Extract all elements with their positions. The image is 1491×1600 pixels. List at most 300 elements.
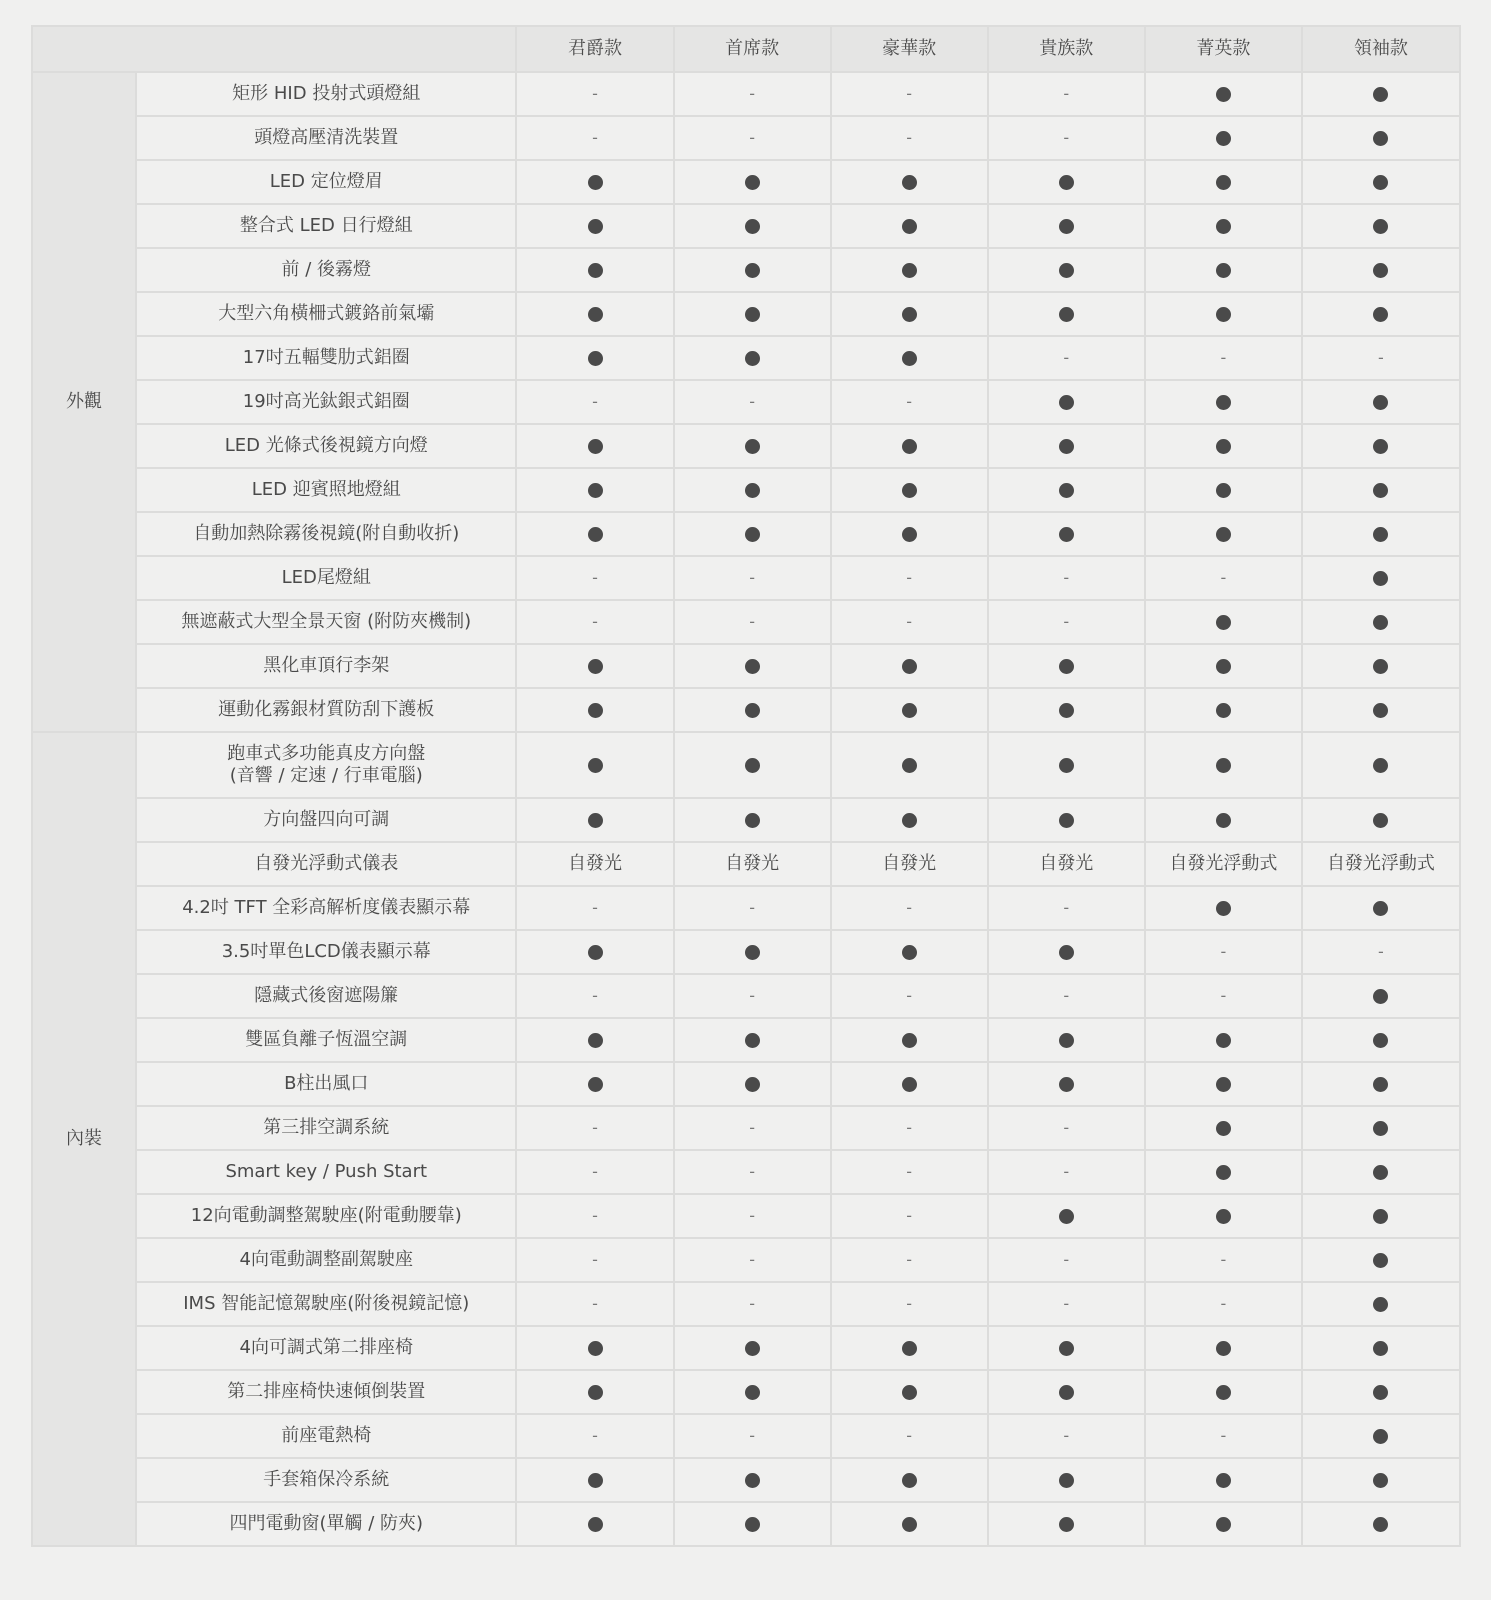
feature-cell [136,1106,516,1150]
value-cell [831,1370,988,1414]
included-dot-icon [1373,1297,1388,1312]
feature-label: LED 定位燈眉 [269,171,383,192]
value-cell [831,204,988,248]
included-dot-icon [902,439,917,454]
feature-label: IMS 智能記憶駕駛座(附後視鏡記憶) [183,1293,470,1314]
not-available-dash: - [1063,1118,1070,1137]
feature-cell [136,1326,516,1370]
not-available-dash: - [749,568,755,587]
included-dot-icon [902,527,917,542]
included-dot-icon [745,1033,760,1048]
feature-cell [136,512,516,556]
feature-label: 第三排空調系統 [263,1117,390,1138]
feature-label: Smart key / Push Start [225,1161,428,1182]
table-row [32,842,1460,886]
value-cell [516,1106,673,1150]
included-dot-icon [1373,1121,1388,1136]
value-cell [674,1458,831,1502]
included-dot-icon [588,263,603,278]
value-cell [674,292,831,336]
feature-cell [136,1018,516,1062]
value-cell [1302,116,1460,160]
not-available-dash: - [1063,1294,1070,1313]
not-available-dash: - [1063,568,1070,587]
feature-label: 無遮蔽式大型全景天窗 (附防夾機制) [181,611,472,632]
included-dot-icon [745,175,760,190]
included-dot-icon [745,659,760,674]
included-dot-icon [1373,901,1388,916]
included-dot-icon [1216,1341,1231,1356]
value-cell [1145,974,1302,1018]
included-dot-icon [1059,1473,1074,1488]
value-cell [988,600,1145,644]
not-available-dash: - [749,128,755,147]
value-cell [516,204,673,248]
value-cell [516,424,673,468]
included-dot-icon [1216,1473,1231,1488]
included-dot-icon [745,439,760,454]
value-cell [1145,380,1302,424]
included-dot-icon [1373,1165,1388,1180]
included-dot-icon [1216,1385,1231,1400]
included-dot-icon [1216,758,1231,773]
included-dot-icon [902,1033,917,1048]
value-cell [1145,116,1302,160]
not-available-dash: - [1063,1250,1070,1269]
value-cell [831,1238,988,1282]
included-dot-icon [1216,263,1231,278]
included-dot-icon [588,703,603,718]
value-cell [1145,1370,1302,1414]
value-cell [831,292,988,336]
value-cell [674,930,831,974]
value-cell [1302,380,1460,424]
included-dot-icon [1373,813,1388,828]
feature-label: 大型六角橫柵式鍍鉻前氣壩 [218,303,435,324]
value-cell [988,1062,1145,1106]
value-cell [988,292,1145,336]
table-row [32,1502,1460,1546]
not-available-dash: - [906,568,913,587]
not-available-dash: - [1220,1250,1227,1269]
value-cell [988,380,1145,424]
value-cell [1145,600,1302,644]
included-dot-icon [1373,1253,1388,1268]
feature-label: 黑化車頂行李架 [263,655,390,676]
table-row [32,160,1460,204]
included-dot-icon [1373,87,1388,102]
value-cell [831,72,988,116]
value-cell [516,1238,673,1282]
feature-label: 雙區負離子恆溫空調 [245,1029,408,1050]
value-cell [1302,688,1460,732]
table-row [32,1414,1460,1458]
feature-label: 隱藏式後窗遮陽簾 [254,985,399,1006]
table-row [32,292,1460,336]
feature-cell [136,1370,516,1414]
value-cell [674,380,831,424]
feature-label: 4向電動調整副駕駛座 [239,1249,413,1270]
value-cell [674,1370,831,1414]
feature-cell [136,1282,516,1326]
included-dot-icon [1059,659,1074,674]
feature-cell [136,732,516,798]
value-cell [1302,1062,1460,1106]
category-cell: 內裝 [32,732,136,1546]
included-dot-icon [588,483,603,498]
included-dot-icon [1216,1033,1231,1048]
included-dot-icon [1373,1033,1388,1048]
not-available-dash: - [749,1426,755,1445]
value-cell [674,886,831,930]
not-available-dash: - [1378,942,1384,961]
value-cell [1145,1458,1302,1502]
included-dot-icon [1373,131,1388,146]
included-dot-icon [588,439,603,454]
value-cell [516,1414,673,1458]
value-cell [988,1018,1145,1062]
value-cell [831,160,988,204]
column-header: 君爵款 [516,26,673,72]
value-cell [831,1414,988,1458]
not-available-dash: - [592,1250,598,1269]
value-cell [831,1458,988,1502]
included-dot-icon [1059,483,1074,498]
value-cell [516,732,673,798]
not-available-dash: - [1378,348,1384,367]
value-cell [831,798,988,842]
value-text: 自發光浮動式 [1326,853,1435,874]
value-cell [988,1502,1145,1546]
included-dot-icon [1373,1517,1388,1532]
value-cell [516,974,673,1018]
value-text: 自發光浮動式 [1169,853,1278,874]
column-header: 首席款 [674,26,831,72]
included-dot-icon [588,1473,603,1488]
included-dot-icon [902,1341,917,1356]
table-row [32,1238,1460,1282]
not-available-dash: - [749,1162,755,1181]
not-available-dash: - [749,1250,755,1269]
value-cell [988,336,1145,380]
feature-label: 19吋高光鈦銀式鋁圈 [242,391,410,412]
included-dot-icon [1216,1077,1231,1092]
feature-cell [136,1414,516,1458]
not-available-dash: - [1063,84,1070,103]
value-text: 自發光 [1039,853,1094,874]
value-cell [516,336,673,380]
included-dot-icon [1216,219,1231,234]
included-dot-icon [588,1517,603,1532]
value-cell [988,116,1145,160]
table-row [32,1150,1460,1194]
table-row [32,1326,1460,1370]
value-cell [516,798,673,842]
feature-cell [136,204,516,248]
not-available-dash: - [592,612,598,631]
value-cell [988,974,1145,1018]
not-available-dash: - [749,84,755,103]
included-dot-icon [1059,307,1074,322]
included-dot-icon [902,1517,917,1532]
included-dot-icon [1059,395,1074,410]
value-cell [1302,798,1460,842]
included-dot-icon [588,175,603,190]
value-cell [1302,732,1460,798]
value-cell [1302,1018,1460,1062]
table-row [32,512,1460,556]
not-available-dash: - [749,898,755,917]
feature-cell [136,336,516,380]
included-dot-icon [1373,1473,1388,1488]
value-cell [1145,160,1302,204]
value-cell [1145,688,1302,732]
feature-cell [136,468,516,512]
value-cell [1302,1326,1460,1370]
feature-cell [136,160,516,204]
value-cell [831,116,988,160]
feature-cell [136,842,516,886]
not-available-dash: - [749,392,755,411]
value-cell [1145,886,1302,930]
value-cell [988,424,1145,468]
not-available-dash: - [592,898,598,917]
value-cell [516,556,673,600]
table-row [32,688,1460,732]
feature-label: 運動化霧銀材質防刮下護板 [218,699,435,720]
value-text: 自發光 [882,853,937,874]
included-dot-icon [1373,263,1388,278]
feature-label: 12向電動調整駕駛座(附電動腰靠) [190,1205,462,1226]
value-cell [516,116,673,160]
value-cell [516,292,673,336]
feature-label: B柱出風口 [284,1073,369,1094]
included-dot-icon [1059,945,1074,960]
included-dot-icon [1373,615,1388,630]
included-dot-icon [1216,395,1231,410]
not-available-dash: - [592,84,598,103]
feature-label: 17吋五輻雙肋式鋁圈 [242,347,410,368]
not-available-dash: - [906,392,913,411]
included-dot-icon [588,1077,603,1092]
value-cell [988,644,1145,688]
value-cell [831,886,988,930]
not-available-dash: - [749,1294,755,1313]
feature-label: 第二排座椅快速傾倒裝置 [227,1381,426,1402]
feature-cell [136,72,516,116]
value-cell [674,468,831,512]
table-row [32,1194,1460,1238]
value-cell [516,1326,673,1370]
value-cell [831,974,988,1018]
value-cell [831,556,988,600]
value-cell [831,468,988,512]
included-dot-icon [745,1517,760,1532]
value-cell [1145,1018,1302,1062]
not-available-dash: - [906,1250,913,1269]
value-cell [516,1502,673,1546]
included-dot-icon [1373,395,1388,410]
included-dot-icon [1216,1165,1231,1180]
included-dot-icon [745,1077,760,1092]
value-cell [1145,1502,1302,1546]
value-cell [674,204,831,248]
included-dot-icon [588,659,603,674]
included-dot-icon [1216,131,1231,146]
included-dot-icon [1373,1429,1388,1444]
not-available-dash: - [906,986,913,1005]
value-cell [988,930,1145,974]
value-cell [1145,1414,1302,1458]
value-cell [1302,1238,1460,1282]
not-available-dash: - [592,986,598,1005]
feature-label: 頭燈高壓清洗裝置 [254,127,399,148]
value-cell [831,1062,988,1106]
value-cell [674,600,831,644]
not-available-dash: - [1220,348,1227,367]
value-cell [1302,72,1460,116]
feature-cell [136,974,516,1018]
value-cell [1145,556,1302,600]
included-dot-icon [588,758,603,773]
included-dot-icon [1216,901,1231,916]
feature-label: 跑車式多功能真皮方向盤 (音響 / 定速 / 行車電腦) [227,743,426,786]
value-cell [1302,468,1460,512]
included-dot-icon [1059,1341,1074,1356]
table-row [32,600,1460,644]
value-cell [831,248,988,292]
value-cell [831,1502,988,1546]
included-dot-icon [1373,175,1388,190]
value-cell [674,644,831,688]
value-cell [1145,204,1302,248]
table-row [32,1018,1460,1062]
value-cell [674,1018,831,1062]
included-dot-icon [1216,659,1231,674]
not-available-dash: - [906,1294,913,1313]
not-available-dash: - [1063,1426,1070,1445]
value-cell [516,160,673,204]
included-dot-icon [902,307,917,322]
table-body [32,72,1460,1546]
included-dot-icon [1059,219,1074,234]
not-available-dash: - [906,612,913,631]
included-dot-icon [1216,439,1231,454]
not-available-dash: - [749,1118,755,1137]
not-available-dash: - [1063,612,1070,631]
feature-cell [136,1458,516,1502]
value-cell [674,336,831,380]
value-cell [1302,1458,1460,1502]
included-dot-icon [745,1473,760,1488]
not-available-dash: - [592,1206,598,1225]
included-dot-icon [1373,307,1388,322]
included-dot-icon [1373,703,1388,718]
value-cell [516,72,673,116]
included-dot-icon [588,307,603,322]
not-available-dash: - [906,898,913,917]
feature-cell [136,600,516,644]
value-cell [831,1018,988,1062]
value-cell [674,116,831,160]
included-dot-icon [1059,527,1074,542]
included-dot-icon [1216,1517,1231,1532]
included-dot-icon [1059,1517,1074,1532]
value-cell [674,1282,831,1326]
not-available-dash: - [1220,986,1227,1005]
value-cell [831,1194,988,1238]
included-dot-icon [902,351,917,366]
feature-cell [136,1150,516,1194]
value-cell [988,468,1145,512]
value-cell [516,600,673,644]
not-available-dash: - [592,1162,598,1181]
included-dot-icon [1373,1077,1388,1092]
column-header: 菁英款 [1145,26,1302,72]
included-dot-icon [1373,571,1388,586]
value-cell [831,732,988,798]
category-cell: 外觀 [32,72,136,732]
value-cell [988,842,1145,886]
table-row [32,974,1460,1018]
not-available-dash: - [906,128,913,147]
not-available-dash: - [749,986,755,1005]
included-dot-icon [902,1473,917,1488]
table-row [32,116,1460,160]
value-cell [674,688,831,732]
value-cell [831,380,988,424]
feature-label: LED 迎賓照地燈組 [251,479,401,500]
value-cell [988,1326,1145,1370]
value-cell [1145,644,1302,688]
value-cell [1302,1194,1460,1238]
included-dot-icon [902,659,917,674]
feature-cell [136,798,516,842]
included-dot-icon [1373,527,1388,542]
table-row [32,1282,1460,1326]
feature-cell [136,424,516,468]
value-cell [1145,248,1302,292]
feature-label: 自發光浮動式儀表 [254,853,399,874]
value-cell [831,1282,988,1326]
value-cell [1145,72,1302,116]
value-cell [674,1150,831,1194]
value-cell [831,688,988,732]
not-available-dash: - [906,1162,913,1181]
not-available-dash: - [749,1206,755,1225]
included-dot-icon [745,307,760,322]
feature-cell [136,644,516,688]
feature-label: 3.5吋單色LCD儀表顯示幕 [221,941,431,962]
included-dot-icon [1216,813,1231,828]
not-available-dash: - [592,1118,598,1137]
table-row [32,886,1460,930]
included-dot-icon [1373,1209,1388,1224]
included-dot-icon [1059,439,1074,454]
included-dot-icon [1216,1121,1231,1136]
not-available-dash: - [749,612,755,631]
feature-label: 手套箱保冷系統 [263,1469,390,1490]
value-cell [988,886,1145,930]
column-header: 領袖款 [1302,26,1460,72]
included-dot-icon [902,945,917,960]
value-cell [516,688,673,732]
value-cell [1302,292,1460,336]
feature-cell [136,380,516,424]
included-dot-icon [1216,703,1231,718]
value-cell [674,974,831,1018]
included-dot-icon [745,219,760,234]
